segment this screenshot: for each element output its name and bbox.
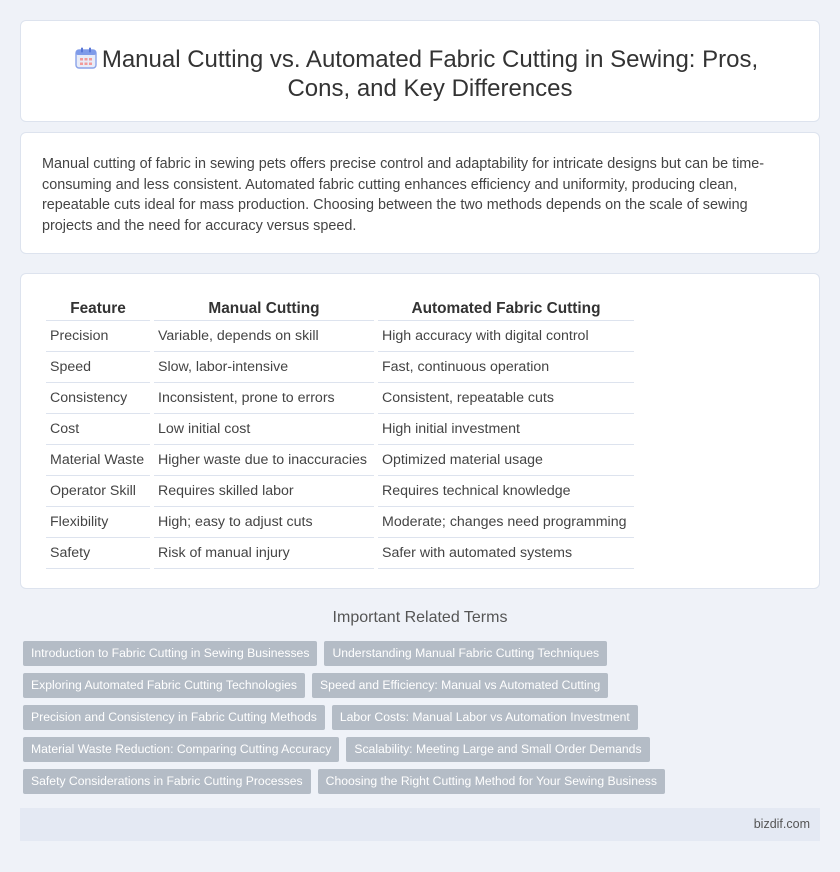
cell-manual: High; easy to adjust cuts xyxy=(154,507,374,538)
cell-manual: Low initial cost xyxy=(154,414,374,445)
related-term-tag[interactable]: Safety Considerations in Fabric Cutting Processes xyxy=(23,769,311,794)
table-row xyxy=(46,476,634,507)
table-row xyxy=(46,538,634,569)
comparison-table xyxy=(42,293,638,569)
cell-feature: Precision xyxy=(46,321,150,352)
related-term-tag[interactable]: Labor Costs: Manual Labor vs Automation Investment xyxy=(332,705,638,730)
cell-automated: Moderate; changes need programming xyxy=(378,507,634,538)
related-terms-list xyxy=(23,641,823,801)
cell-automated: Requires technical knowledge xyxy=(378,476,634,507)
comparison-card xyxy=(20,273,820,589)
cell-feature: Material Waste xyxy=(46,445,150,476)
related-term-tag[interactable]: Choosing the Right Cutting Method for Your Sewing Business xyxy=(318,769,665,794)
related-term-tag[interactable]: Exploring Automated Fabric Cutting Technologies xyxy=(23,673,305,698)
related-term-tag[interactable]: Speed and Efficiency: Manual vs Automated Cutting xyxy=(312,673,608,698)
cell-manual: Inconsistent, prone to errors xyxy=(154,383,374,414)
tag-row xyxy=(23,641,823,673)
footer xyxy=(20,808,820,841)
cell-manual: Risk of manual injury xyxy=(154,538,374,569)
cell-feature: Consistency xyxy=(46,383,150,414)
related-term-tag[interactable]: Scalability: Meeting Large and Small Order Demands xyxy=(346,737,649,762)
header-manual: Manual Cutting xyxy=(154,293,374,321)
cell-feature: Flexibility xyxy=(46,507,150,538)
related-terms-title: Important Related Terms xyxy=(332,609,508,626)
table-row xyxy=(46,507,634,538)
cell-automated: High initial investment xyxy=(378,414,634,445)
cell-automated: Safer with automated systems xyxy=(378,538,634,569)
cell-automated: High accuracy with digital control xyxy=(378,321,634,352)
tag-row xyxy=(23,673,823,705)
tag-row xyxy=(23,769,823,801)
cell-manual: Requires skilled labor xyxy=(154,476,374,507)
table-row xyxy=(46,414,634,445)
footer-site: bizdif.com xyxy=(753,817,810,831)
tag-row xyxy=(23,737,823,769)
cell-manual: Variable, depends on skill xyxy=(154,321,374,352)
header-feature: Feature xyxy=(46,293,150,321)
header-automated: Automated Fabric Cutting xyxy=(378,293,634,321)
intro-paragraph: Manual cutting of fabric in sewing pets offers precise control and adaptability for intricate designs but can be time-consuming and less consistent. Automated fabric cutting enhances efficiency and uniformity, producing clean, repeatable cuts ideal for mass production. Choosing between the two methods depends on the scale of sewing projects and the need for accuracy versus speed. xyxy=(42,156,765,234)
header-card xyxy=(20,20,820,122)
cell-feature: Safety xyxy=(46,538,150,569)
cell-automated: Fast, continuous operation xyxy=(378,352,634,383)
cell-feature: Speed xyxy=(46,352,150,383)
cell-automated: Consistent, repeatable cuts xyxy=(378,383,634,414)
related-term-tag[interactable]: Material Waste Reduction: Comparing Cutting Accuracy xyxy=(23,737,339,762)
cell-feature: Cost xyxy=(46,414,150,445)
related-term-tag[interactable]: Understanding Manual Fabric Cutting Techniques xyxy=(324,641,607,666)
table-row xyxy=(46,383,634,414)
table-row xyxy=(46,352,634,383)
intro-card xyxy=(20,132,820,254)
table-row xyxy=(46,445,634,476)
cell-manual: Higher waste due to inaccuracies xyxy=(154,445,374,476)
page-title: Manual Cutting vs. Automated Fabric Cutting in Sewing: Pros, Cons, and Key Differences xyxy=(101,46,759,102)
cell-feature: Operator Skill xyxy=(46,476,150,507)
table-row xyxy=(46,321,634,352)
table-header-row xyxy=(46,293,634,321)
cell-manual: Slow, labor-intensive xyxy=(154,352,374,383)
related-term-tag[interactable]: Introduction to Fabric Cutting in Sewing Businesses xyxy=(23,641,317,666)
related-term-tag[interactable]: Precision and Consistency in Fabric Cutting Methods xyxy=(23,705,325,730)
cell-automated: Optimized material usage xyxy=(378,445,634,476)
tag-row xyxy=(23,705,823,737)
